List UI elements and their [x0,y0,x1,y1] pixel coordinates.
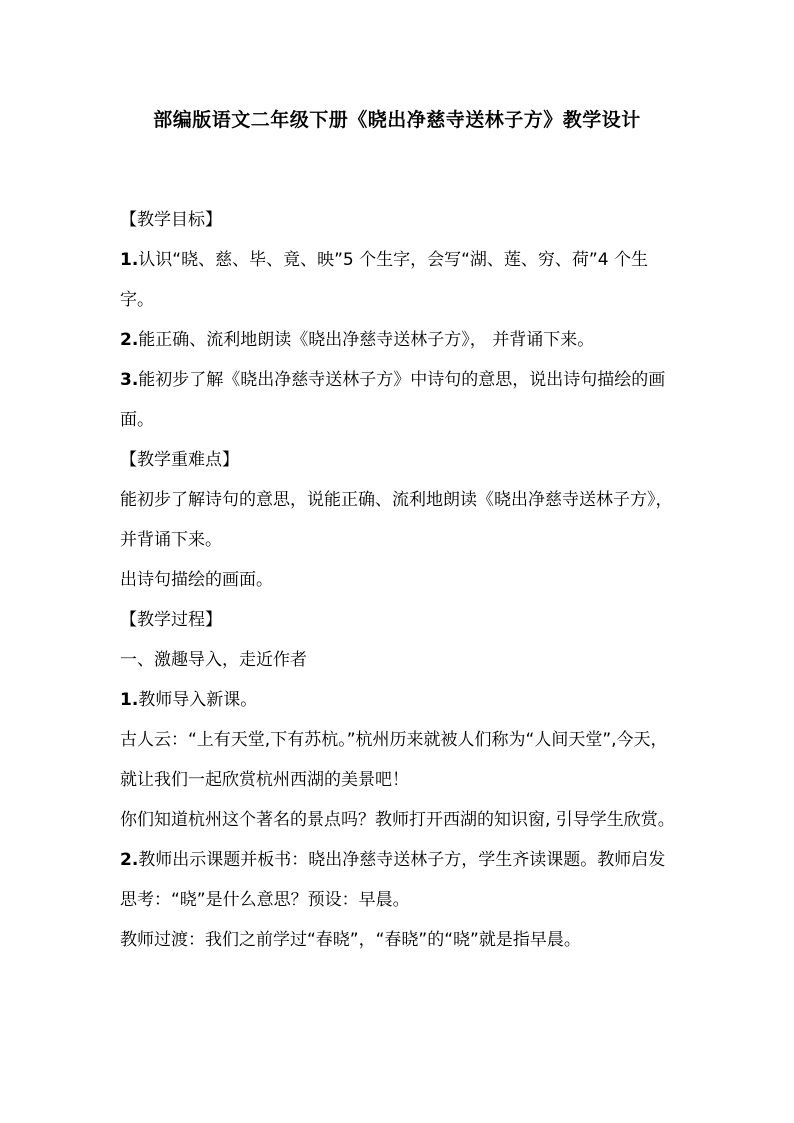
paragraph-number: 2. [120,850,139,870]
paragraph [120,800,680,840]
paragraph [120,720,680,800]
paragraph-number: 1. [120,250,139,270]
paragraph-number: 2. [120,330,139,350]
paragraph-number: 1. [120,690,139,710]
paragraph [120,480,680,560]
paragraph-number: 3. [120,370,139,390]
paragraph-text: 认识“晓、慈、毕、竟、映”5 个生字，会写“湖、莲、穷、荷”4 个生字。 [120,250,648,310]
document-title: 部编版语文二年级下册《晓出净慈寺送林子方》教学设计 [153,109,641,131]
paragraph-text: 【教学过程】 [120,610,222,630]
paragraph-text: 一、激趣导入，走近作者 [120,650,307,670]
paragraph [120,920,680,960]
paragraph-text: 古人云：“上有天堂,下有苏杭。”杭州历来就被人们称为“人间天堂”,今天，就让我们一起欣赏杭州西湖的美景吧！ [120,730,668,790]
paragraph [120,840,680,920]
paragraph [120,560,680,600]
paragraph [120,680,680,720]
paragraph-text: 你们知道杭州这个著名的景点吗？教师打开西湖的知识窗, 引导学生欣赏。 [120,810,675,830]
paragraph-text: 出诗句描绘的画面。 [120,570,273,590]
paragraph-text: 能初步了解《晓出净慈寺送林子方》中诗句的意思，说出诗句描绘的画面。 [120,370,666,430]
paragraph-text: 能正确、流利地朗读《晓出净慈寺送林子方》， 并背诵下来。 [138,330,595,350]
paragraph [120,240,680,320]
paragraph-text: 教师出示课题并板书：晓出净慈寺送林子方，学生齐读课题。教师启发思考：“晓”是什么意思？预设：早晨。 [120,850,666,910]
paragraph-text: 【教学重难点】 [120,450,239,470]
paragraph [120,320,680,360]
paragraph-text: 教师导入新课。 [138,690,258,710]
paragraph [120,600,680,640]
paragraph [120,440,680,480]
paragraph-text: 能初步了解诗句的意思，说能正确、流利地朗读《晓出净慈寺送林子方》， 并背诵下来。 [120,490,673,550]
paragraph-text: 教师过渡：我们之前学过“春晓”，“春晓”的“晓”就是指早晨。 [120,930,581,950]
document-body [120,200,680,960]
paragraph [120,360,680,440]
paragraph-text: 【教学目标】 [120,210,222,230]
paragraph [120,200,680,240]
paragraph [120,640,680,680]
